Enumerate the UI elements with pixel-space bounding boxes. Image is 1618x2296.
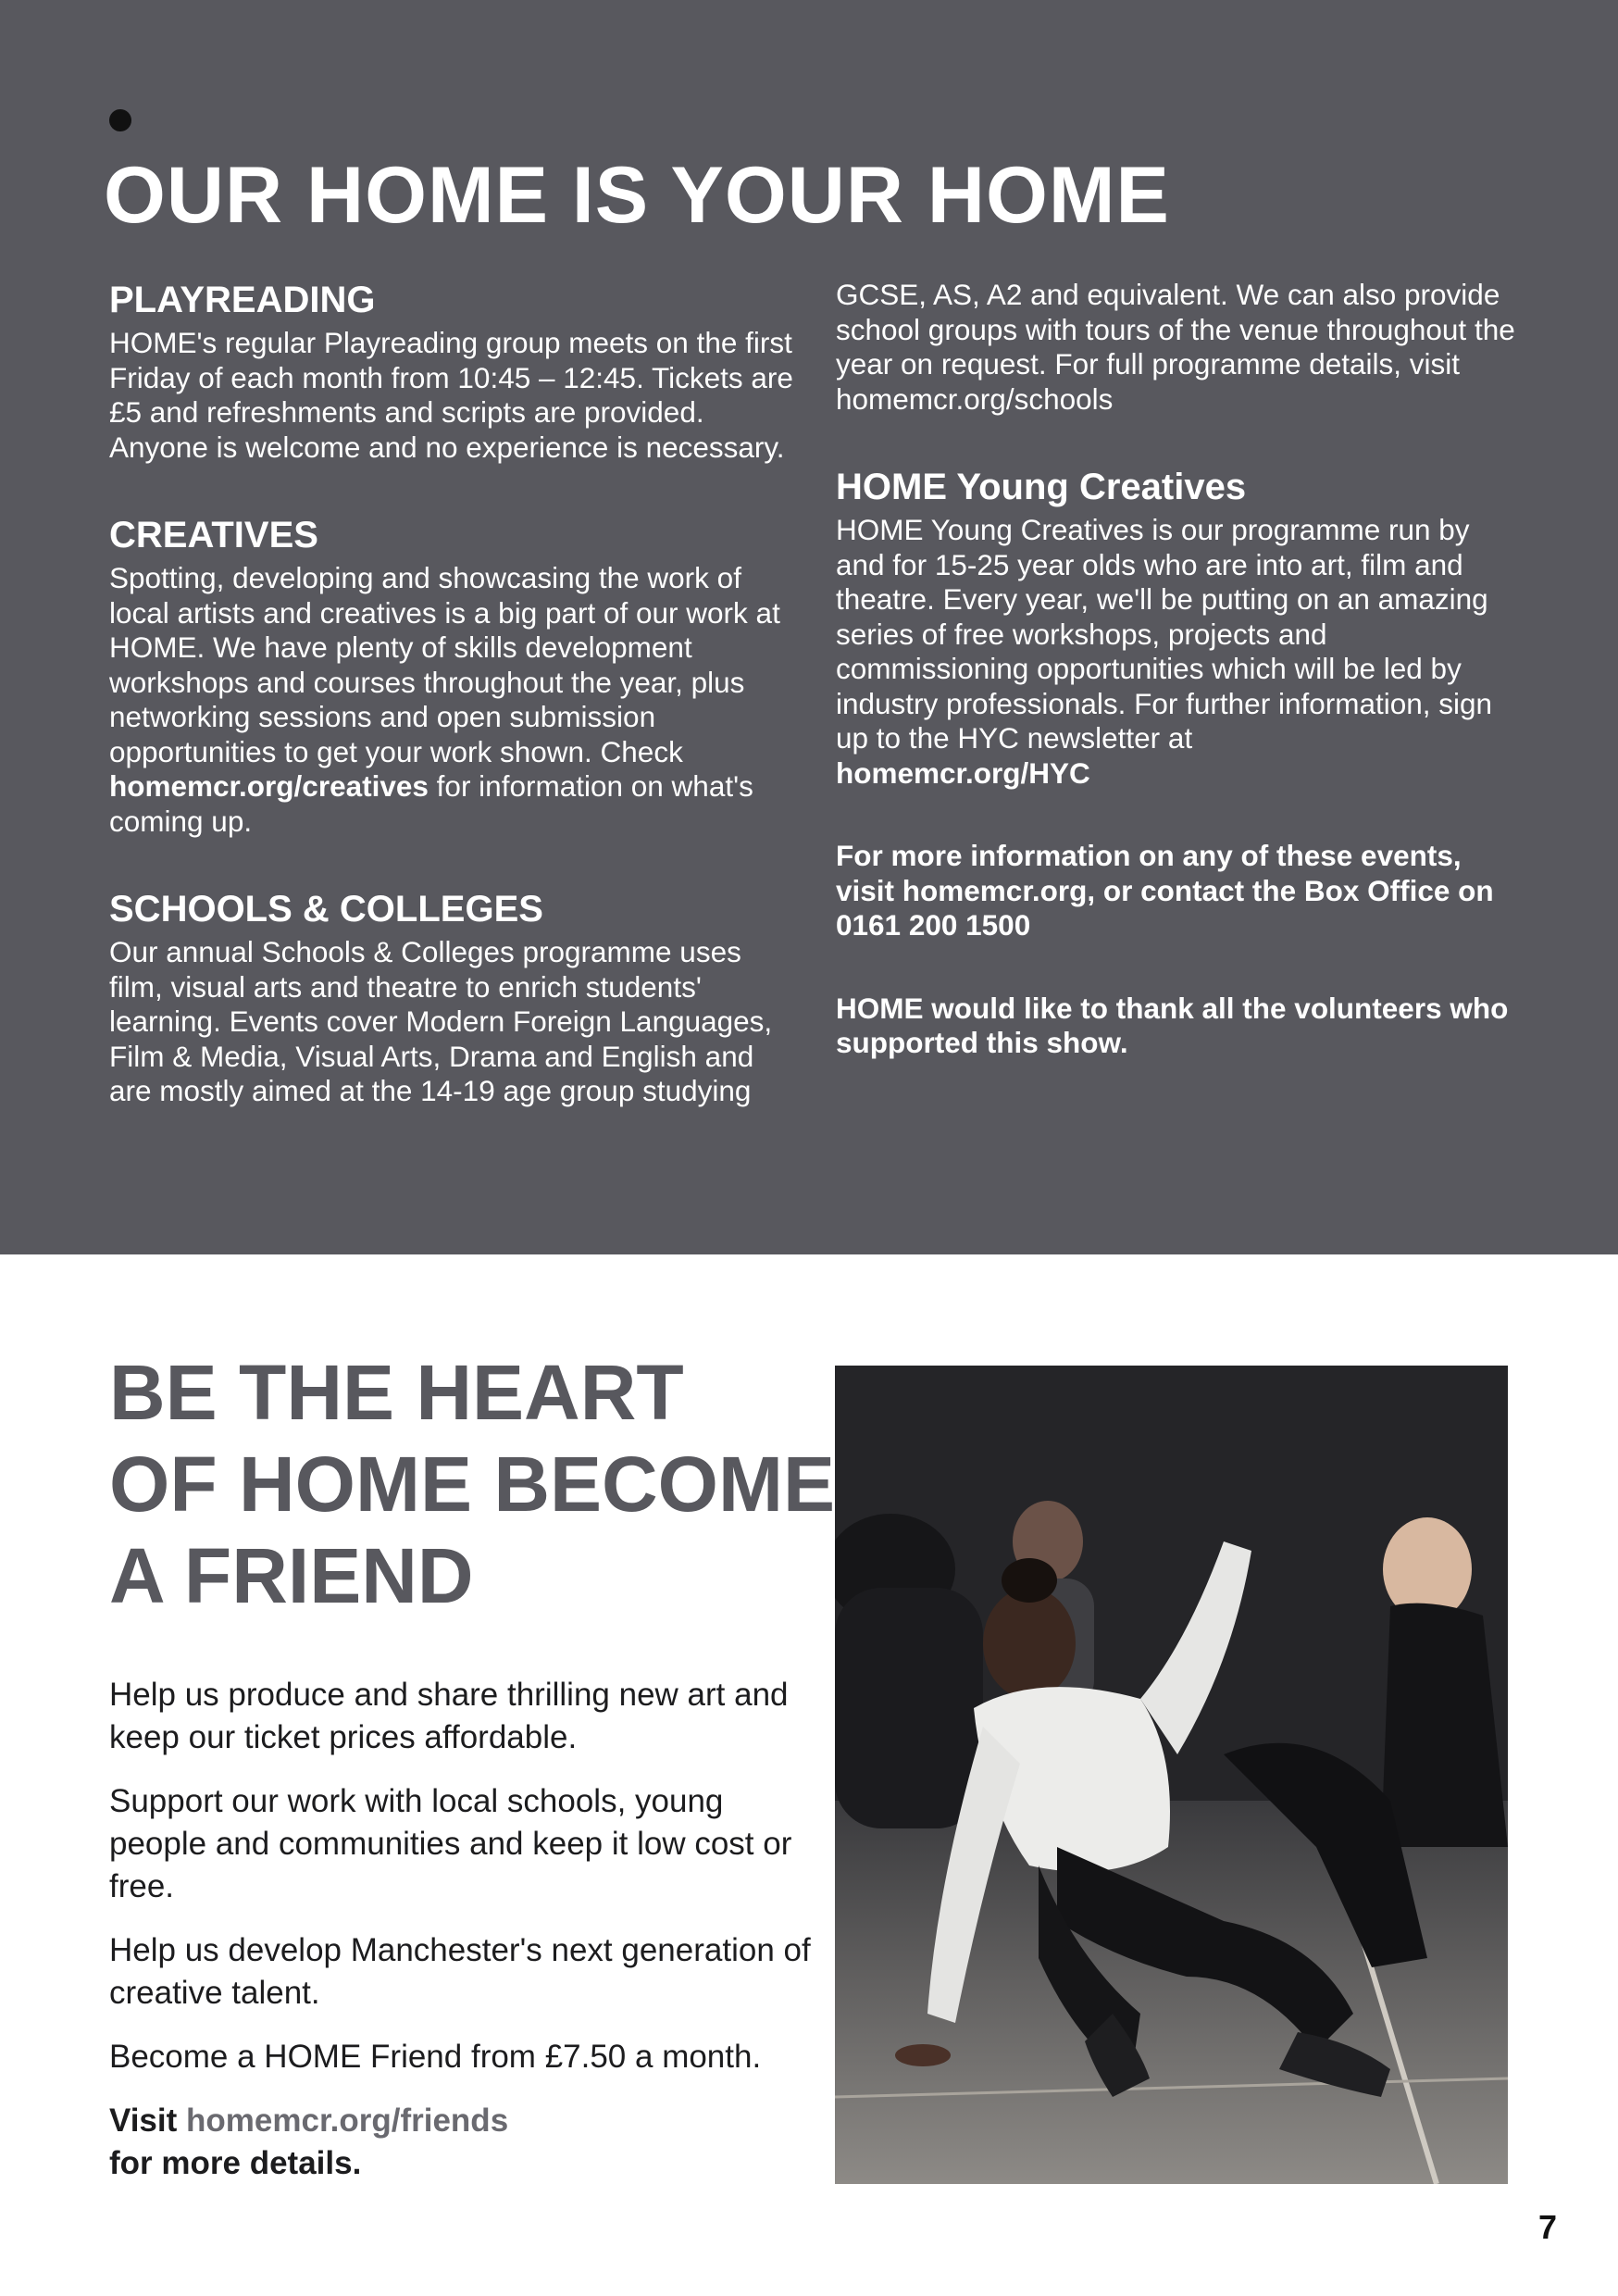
schools-section: [109, 887, 794, 1109]
creatives-body-text: Spotting, developing and showcasing the work of local artists and creatives is a big part of our work at HOME. We have plenty of skills development workshops and courses throughout the year, plus networking sessions and open submission opportunities to get your work shown. Check: [109, 561, 780, 768]
schools-heading: SCHOOLS & COLLEGES: [109, 889, 543, 930]
creatives-body: [109, 561, 794, 839]
playreading-heading: PLAYREADING: [109, 280, 376, 320]
young-creatives-heading: HOME Young Creatives: [836, 467, 1247, 507]
creatives-heading: CREATIVES: [109, 515, 318, 555]
volunteers-thanks: HOME would like to thank all the volunteers who supported this show.: [836, 991, 1509, 1059]
schools-continued: [836, 278, 1525, 417]
left-column: [109, 278, 794, 1157]
hyc-link[interactable]: homemcr.org/HYC: [836, 755, 1090, 790]
young-creatives-section: [836, 465, 1525, 791]
more-info-text: For more information on any of these events, visit homemcr.org, or contact the Box Office on 0161 200 1500: [836, 839, 1494, 942]
right-column: [836, 278, 1525, 1109]
visit-prefix: Visit: [109, 2103, 187, 2139]
creatives-link[interactable]: homemcr.org/creatives: [109, 769, 429, 803]
friend-paragraph: Become a HOME Friend from £7.50 a month.: [109, 2039, 762, 2075]
schools-body: Our annual Schools & Colleges programme uses film, visual arts and theatre to enrich students' learning. Events cover Modern Foreign Languages, Film & Media, Visual Arts, Drama and English and are mostly aimed at the 14-19 age group studying: [109, 935, 773, 1107]
creatives-body-end: for information on what's coming up.: [109, 769, 753, 838]
friends-link[interactable]: homemcr.org/friends: [186, 2103, 509, 2139]
dancers-illustration: [835, 1366, 1508, 2184]
visit-suffix: for more details.: [109, 2145, 362, 2181]
page-title: OUR HOME IS YOUR HOME: [104, 151, 1170, 240]
creatives-section: [109, 513, 794, 839]
page-number: 7: [1538, 2208, 1558, 2246]
schools-continued-text: GCSE, AS, A2 and equivalent. We can also provide school groups with tours of the venue throughout the year on request. For full programme details, visit homemcr.org/schools: [836, 278, 1515, 416]
young-creatives-text: HOME Young Creatives is our programme run by and for 15-25 year olds who are into art, film and theatre. Every year, we'll be putting on an amazing series of free workshops, projects and commissioning opportunities which will be led by industry professionals. For further information, sign up to the HYC newsletter at: [836, 513, 1493, 755]
friend-heading-line: BE THE HEART: [109, 1349, 684, 1436]
friends-visit-line: [109, 2100, 813, 2185]
dancers-photo: [835, 1366, 1508, 2184]
friend-heading-line: A FRIEND: [109, 1532, 474, 1619]
friend-heading-line: OF HOME BECOME: [109, 1441, 836, 1528]
friend-heading: [109, 1347, 836, 1622]
friend-paragraph: Help us produce and share thrilling new art and keep our ticket prices affordable.: [109, 1677, 789, 1755]
playreading-body: HOME's regular Playreading group meets on the first Friday of each month from 10:45 – 12:45. Tickets are £5 and refreshments and scripts are provided. Anyone is welcome and no experience is necessary.: [109, 326, 793, 464]
playreading-section: [109, 278, 794, 465]
bullet-dot: [109, 109, 131, 131]
young-creatives-body: [836, 513, 1525, 791]
friend-body: [109, 1674, 813, 2206]
friend-paragraph: Support our work with local schools, young people and communities and keep it low cost or free.: [109, 1783, 792, 1904]
friend-paragraph: Help us develop Manchester's next generation of creative talent.: [109, 1932, 811, 2011]
